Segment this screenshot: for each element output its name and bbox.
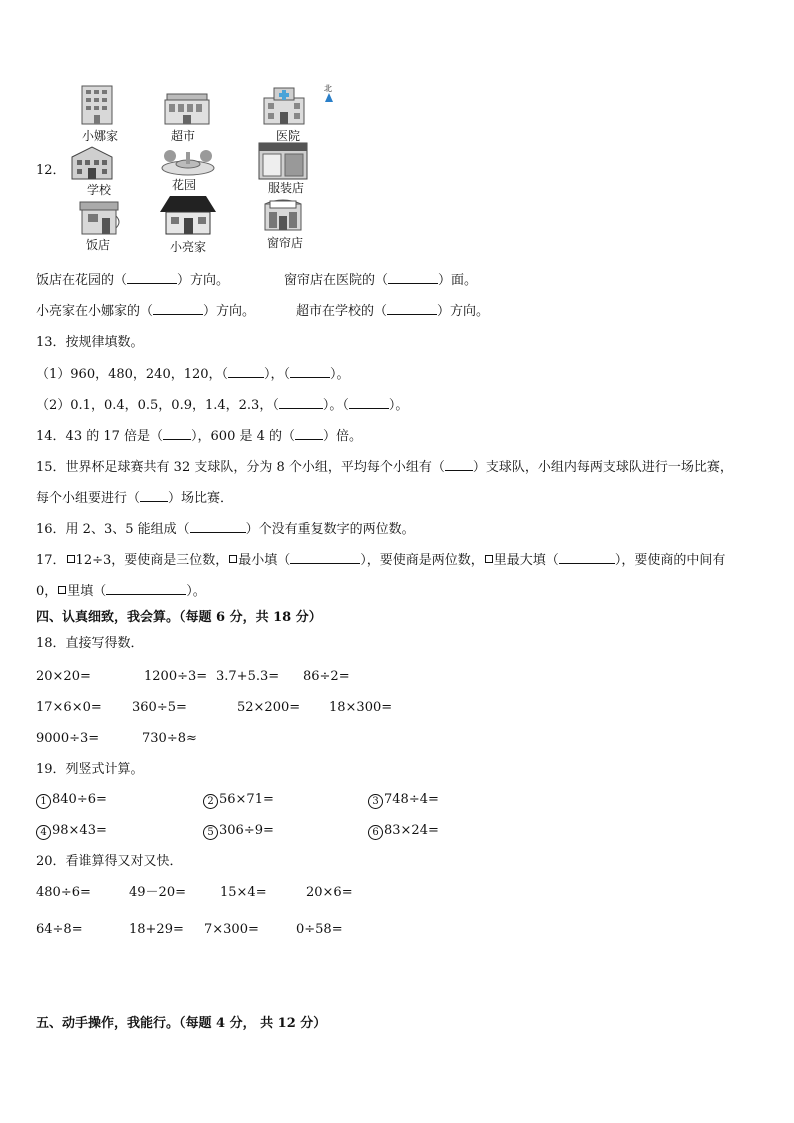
text: 14．43 的 17 倍是（: [36, 429, 164, 444]
garden-fountain-icon: [160, 146, 216, 176]
text: 840÷6=: [52, 792, 107, 807]
answer-blank[interactable]: [387, 303, 437, 315]
vertical-calc-item: [203, 823, 274, 840]
text: ），要使商的中间有: [614, 553, 726, 568]
calc-item: 49－20=: [129, 885, 186, 900]
vertical-calc-item: [36, 792, 107, 809]
text: 17．: [36, 553, 66, 568]
text: 12÷3，要使商是三位数，: [75, 553, 229, 568]
empty-box-icon: [485, 555, 493, 563]
text: 饭店在花园的（: [36, 273, 128, 288]
text: ）场比赛．: [168, 491, 234, 506]
text: 83×24=: [384, 823, 439, 838]
q14-line: [36, 428, 362, 445]
text: ）面。: [438, 273, 478, 288]
answer-blank[interactable]: [349, 397, 389, 409]
circled-number: 1: [36, 794, 51, 809]
text: 最小填（: [238, 553, 291, 568]
answer-blank[interactable]: [163, 428, 191, 440]
text: 窗帘店在医院的（: [284, 273, 389, 288]
clothing-store-icon: [258, 142, 308, 180]
supermarket-icon: [163, 92, 211, 126]
place-label: 窗帘店: [266, 236, 303, 250]
place-label: 饭店: [85, 238, 110, 252]
vertical-calc-item: [368, 823, 439, 840]
calc-item: 7×300=: [204, 922, 259, 937]
text: ），要使商是两位数，: [360, 553, 484, 568]
q20-title: 20．看谁算得又对又快．: [36, 854, 183, 869]
calc-item: 20×6=: [306, 885, 353, 900]
circled-number: 2: [203, 794, 218, 809]
text: 0，: [36, 584, 58, 599]
text: ），（: [264, 367, 291, 382]
text: ）方向。: [437, 304, 490, 319]
answer-blank[interactable]: [190, 521, 246, 533]
text: 里填（: [67, 584, 107, 599]
answer-blank[interactable]: [153, 303, 203, 315]
calc-item: 9000÷3=: [36, 731, 100, 746]
q19-title: 19．列竖式计算。: [36, 762, 144, 777]
place-label: 超市: [170, 129, 195, 143]
calc-item: 18×300=: [329, 700, 393, 715]
q12-line-2b: [296, 303, 489, 320]
place-label: 花园: [171, 178, 196, 192]
empty-box-icon: [67, 555, 75, 563]
empty-box-icon: [229, 555, 237, 563]
vertical-calc-item: [368, 792, 439, 809]
curtain-shop-icon: [262, 196, 304, 232]
answer-blank[interactable]: [295, 428, 323, 440]
q17-line-2: [36, 583, 206, 600]
answer-blank[interactable]: [388, 272, 438, 284]
section-5-heading: 五、动手操作，我能行。（每题 4 分， 共 12 分）: [36, 1016, 327, 1031]
section-4-heading: 四、认真细致，我会算。（每题 6 分，共 18 分）: [36, 610, 322, 625]
calc-item: 64÷8=: [36, 922, 83, 937]
calc-item: 480÷6=: [36, 885, 91, 900]
calc-item: 730÷8≈: [142, 731, 197, 746]
text: 15．世界杯足球赛共有 32 支球队，分为 8 个小组，平均每个小组有（: [36, 460, 445, 475]
calc-item: 15×4=: [220, 885, 267, 900]
text: ），600 是 4 的（: [191, 429, 296, 444]
answer-blank[interactable]: [279, 397, 323, 409]
north-arrow-icon: [325, 93, 333, 102]
q12-line-1b: [284, 272, 477, 289]
vertical-calc-item: [36, 823, 107, 840]
restaurant-icon: [78, 200, 124, 236]
q15-line-1: [36, 459, 733, 476]
answer-blank[interactable]: [228, 366, 264, 378]
place-label: 小亮家: [169, 240, 206, 254]
vertical-calc-item: [203, 792, 274, 809]
text: （2）0.1，0.4，0.5，0.9，1.4，2.3，（: [36, 398, 279, 413]
q12-line-2: [36, 303, 255, 320]
answer-blank[interactable]: [127, 272, 177, 284]
text: ）个没有重复数字的两位数。: [245, 522, 415, 537]
school-building-icon: [68, 143, 116, 181]
circled-number: 3: [368, 794, 383, 809]
hospital-icon: [262, 86, 306, 126]
calc-item: 0÷58=: [296, 922, 343, 937]
calc-item: 86÷2=: [303, 669, 350, 684]
house-icon: [158, 194, 218, 236]
q16-line: [36, 521, 415, 538]
text: ）倍。: [323, 429, 363, 444]
north-label: 北: [324, 84, 332, 93]
text: 56×71=: [219, 792, 274, 807]
answer-blank[interactable]: [290, 366, 330, 378]
place-label: 学校: [86, 183, 111, 197]
text: ）。: [330, 367, 350, 382]
text: 98×43=: [52, 823, 107, 838]
text: 每个小组要进行（: [36, 491, 141, 506]
calc-item: 1200÷3=: [144, 669, 208, 684]
answer-blank[interactable]: [140, 490, 168, 502]
circled-number: 5: [203, 825, 218, 840]
calc-item: 3.7+5.3=: [216, 669, 280, 684]
calc-item: 52×200=: [237, 700, 301, 715]
place-label: 小娜家: [81, 129, 118, 143]
calc-item: 17×6×0=: [36, 700, 102, 715]
q12-line-1: [36, 272, 229, 289]
text: 748÷4=: [384, 792, 439, 807]
q13-title: 13．按规律填数。: [36, 335, 144, 350]
calc-item: 18+29=: [129, 922, 184, 937]
text: ）。（: [322, 398, 349, 413]
q15-line-2: [36, 490, 233, 507]
text: ）。: [186, 584, 206, 599]
calc-item: 20×20=: [36, 669, 91, 684]
text: 小亮家在小娜家的（: [36, 304, 154, 319]
text: ）方向。: [177, 273, 230, 288]
text: ）方向。: [203, 304, 256, 319]
q17-line-1: [36, 552, 725, 569]
answer-blank[interactable]: [559, 552, 615, 564]
circled-number: 4: [36, 825, 51, 840]
place-label: 医院: [275, 129, 300, 143]
q13-part-2: [36, 397, 408, 414]
circled-number: 6: [368, 825, 383, 840]
calc-item: 360÷5=: [132, 700, 187, 715]
text: 里最大填（: [493, 553, 559, 568]
answer-blank[interactable]: [106, 583, 186, 595]
place-label: 服装店: [267, 181, 304, 195]
text: 超市在学校的（: [296, 304, 388, 319]
text: 306÷9=: [219, 823, 274, 838]
question-number: 12．: [36, 163, 66, 178]
text: ）支球队，小组内每两支球队进行一场比赛，: [472, 460, 733, 475]
residence-building-icon: [80, 84, 116, 126]
q13-part-1: [36, 366, 350, 383]
q18-title: 18．直接写得数．: [36, 636, 144, 651]
text: （1）960，480，240，120，（: [36, 367, 229, 382]
text: ）。: [388, 398, 409, 413]
answer-blank[interactable]: [445, 459, 473, 471]
empty-box-icon: [58, 586, 66, 594]
text: 16．用 2、3、5 能组成（: [36, 522, 190, 537]
answer-blank[interactable]: [290, 552, 360, 564]
